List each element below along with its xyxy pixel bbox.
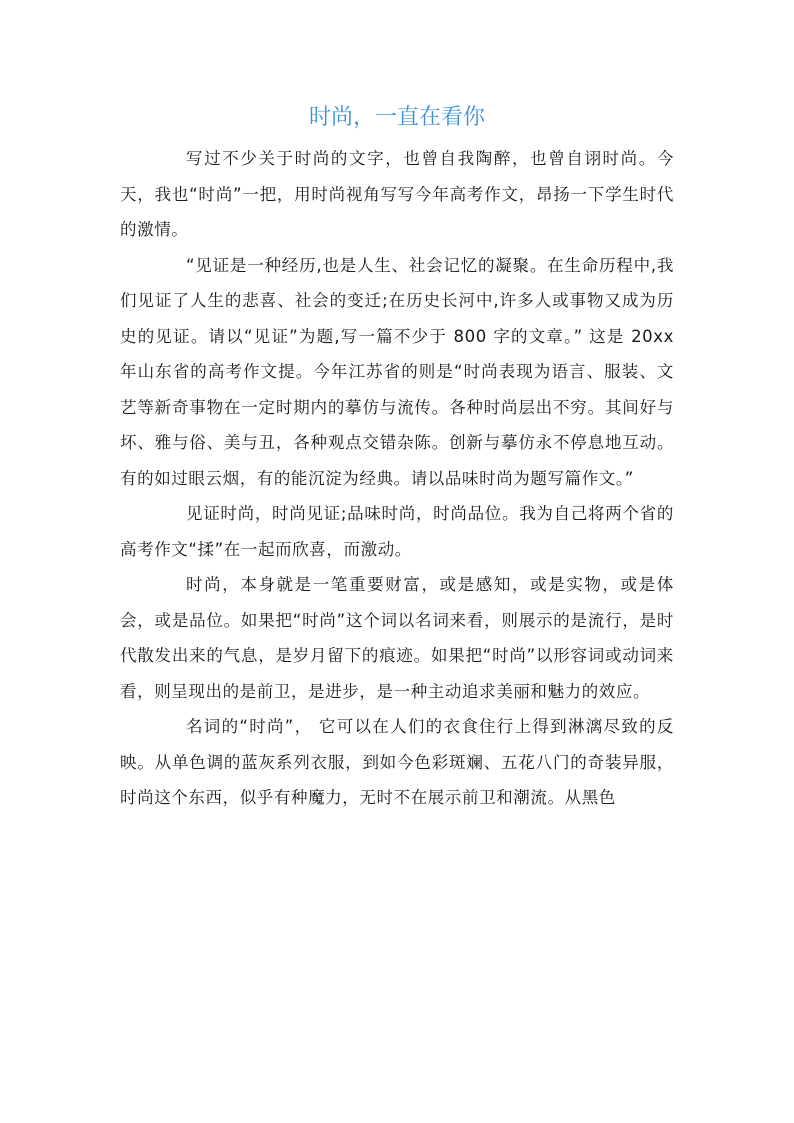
paragraph: “见证是一种经历,也是人生、社会记忆的凝聚。在生命历程中,我们见证了人生的悲喜、社会的变迁;在历史长河中,许多人或事物又成为历史的见证。请以“见证”为题,写一篇不少于 800 字的文章。” 这是 20xx 年山东省的高考作文提。今年江苏省的则是“时尚表现为语言、服装、文艺等新奇事物在一定时期内的摹仿与流传。各种时尚层出不穷。其间好与坏、雅与俗、美与丑，各种观点交错杂陈。创新与摹仿永不停息地互动。有的如过眼云烟，有的能沉淀为经典。请以品味时尚为题写篇作文。”: [120, 255, 674, 488]
document-body: [120, 141, 674, 816]
paragraph: 时尚，本身就是一笔重要财富，或是感知，或是实物，或是体会，或是品位。如果把“时尚”这个词以名词来看，则展示的是流行，是时代散发出来的气息，是岁月留下的痕迹。如果把“时尚”以形容词或动词来看，则呈现出的是前卫，是进步，是一种主动追求美丽和魅力的效应。: [120, 575, 674, 701]
paragraph: 名词的“时尚”， 它可以在人们的衣食住行上得到淋漓尽致的反映。从单色调的蓝灰系列衣服，到如今色彩斑斓、五花八门的奇装异服，时尚这个东西，似乎有种魔力，无时不在展示前卫和潮流。从黑色: [120, 717, 674, 807]
paragraph: 见证时尚，时尚见证;品味时尚，时尚品位。我为自己将两个省的高考作文“揉”在一起而欣喜，而激动。: [120, 504, 674, 559]
paragraph: 写过不少关于时尚的文字，也曾自我陶醉，也曾自诩时尚。今天，我也“时尚”一把，用时尚视角写写今年高考作文，昂扬一下学生时代的激情。: [120, 149, 674, 239]
document-title: 时尚，一直在看你: [308, 105, 485, 130]
